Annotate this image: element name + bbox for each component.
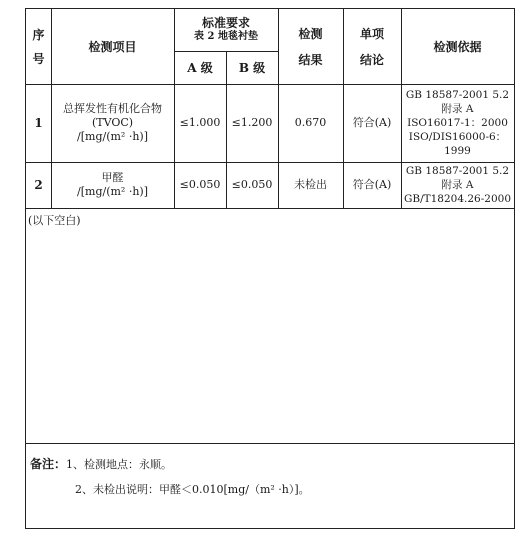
row1-result [278, 84, 343, 162]
header-seq-line1: 序 [32, 27, 45, 42]
header-standard [174, 9, 278, 51]
row2-item [51, 162, 174, 208]
row2-item-line1: 甲醛 [101, 171, 124, 184]
row1-result-value: 0.670 [294, 116, 327, 129]
row2-result [278, 162, 343, 208]
row1-item-line3: /[mg/(m² ·h)] [77, 130, 148, 143]
row1-basis-line4: ISO/DIS16000-6： [408, 131, 507, 143]
report-table [25, 8, 515, 529]
row2-grade-a-value: ≤0.050 [179, 178, 221, 191]
remarks-line1 [30, 455, 172, 472]
row1-basis [401, 84, 514, 162]
row2-basis-line2: 附录 A [441, 179, 474, 191]
row2-basis-line3: GB/T18204.26-2000 [403, 193, 511, 205]
row1-basis-line5: 1999 [444, 145, 471, 157]
divider [26, 443, 514, 444]
header-result-line1: 检测 [298, 26, 323, 41]
row1-basis-line1: GB 18587-2001 5.2 [405, 89, 510, 101]
remarks-colon: ： [54, 457, 67, 471]
row2-seq-value: 2 [34, 178, 43, 192]
header-grade-b [226, 51, 278, 84]
header-grade-a-label: A 级 [187, 60, 213, 75]
row1-grade-a [174, 84, 226, 162]
row2-seq [26, 162, 51, 208]
header-standard-title: 标准要求 [201, 16, 250, 30]
header-grade-b-label: B 级 [238, 60, 266, 75]
row2-grade-a [174, 162, 226, 208]
row1-item-line2: (TVOC) [91, 116, 134, 129]
remarks-text-1: 1、检测地点：永顺。 [66, 458, 173, 471]
row1-item [51, 84, 174, 162]
row2-conclusion [343, 162, 401, 208]
row2-conclusion-value: 符合(A) [352, 178, 392, 191]
row1-grade-b-value: ≤1.200 [231, 116, 273, 129]
header-conclusion-line1: 单项 [359, 26, 384, 41]
row2-grade-b-value: ≤0.050 [231, 178, 273, 191]
row2-basis [401, 162, 514, 208]
header-result [278, 9, 343, 84]
row1-grade-a-value: ≤1.000 [179, 116, 221, 129]
row1-grade-b [226, 84, 278, 162]
row2-result-value: 未检出 [294, 178, 327, 191]
header-seq [26, 9, 51, 84]
remarks-text-2: 2、未检出说明：甲醛＜0.010[mg/（m² ·h）]。 [75, 483, 310, 496]
row2-basis-line1: GB 18587-2001 5.2 [405, 165, 510, 177]
header-grade-a [174, 51, 226, 84]
row1-conclusion-value: 符合(A) [352, 116, 392, 129]
header-basis [401, 9, 514, 84]
divider [26, 208, 514, 209]
header-standard-subtitle: 表 2 地毯衬垫 [194, 31, 258, 42]
row1-conclusion [343, 84, 401, 162]
header-result-line2: 结果 [298, 52, 323, 67]
row1-seq-value: 1 [34, 116, 43, 130]
row1-item-line1: 总挥发性有机化合物 [63, 102, 162, 115]
blank-note: (以下空白) [28, 214, 81, 227]
row2-item-line2: /[mg/(m² ·h)] [77, 185, 148, 198]
header-item [51, 9, 174, 84]
row1-basis-line3: ISO16017-1：2000 [407, 117, 508, 129]
remarks-line2 [75, 481, 310, 497]
header-conclusion-line2: 结论 [359, 52, 384, 67]
header-item-label: 检测项目 [88, 39, 137, 54]
header-seq-line2: 号 [32, 51, 45, 66]
remarks-label: 备注 [30, 457, 55, 471]
header-conclusion [343, 9, 401, 84]
header-basis-label: 检测依据 [433, 39, 482, 54]
row1-basis-line2: 附录 A [441, 103, 474, 115]
row2-grade-b [226, 162, 278, 208]
row1-seq [26, 84, 51, 162]
